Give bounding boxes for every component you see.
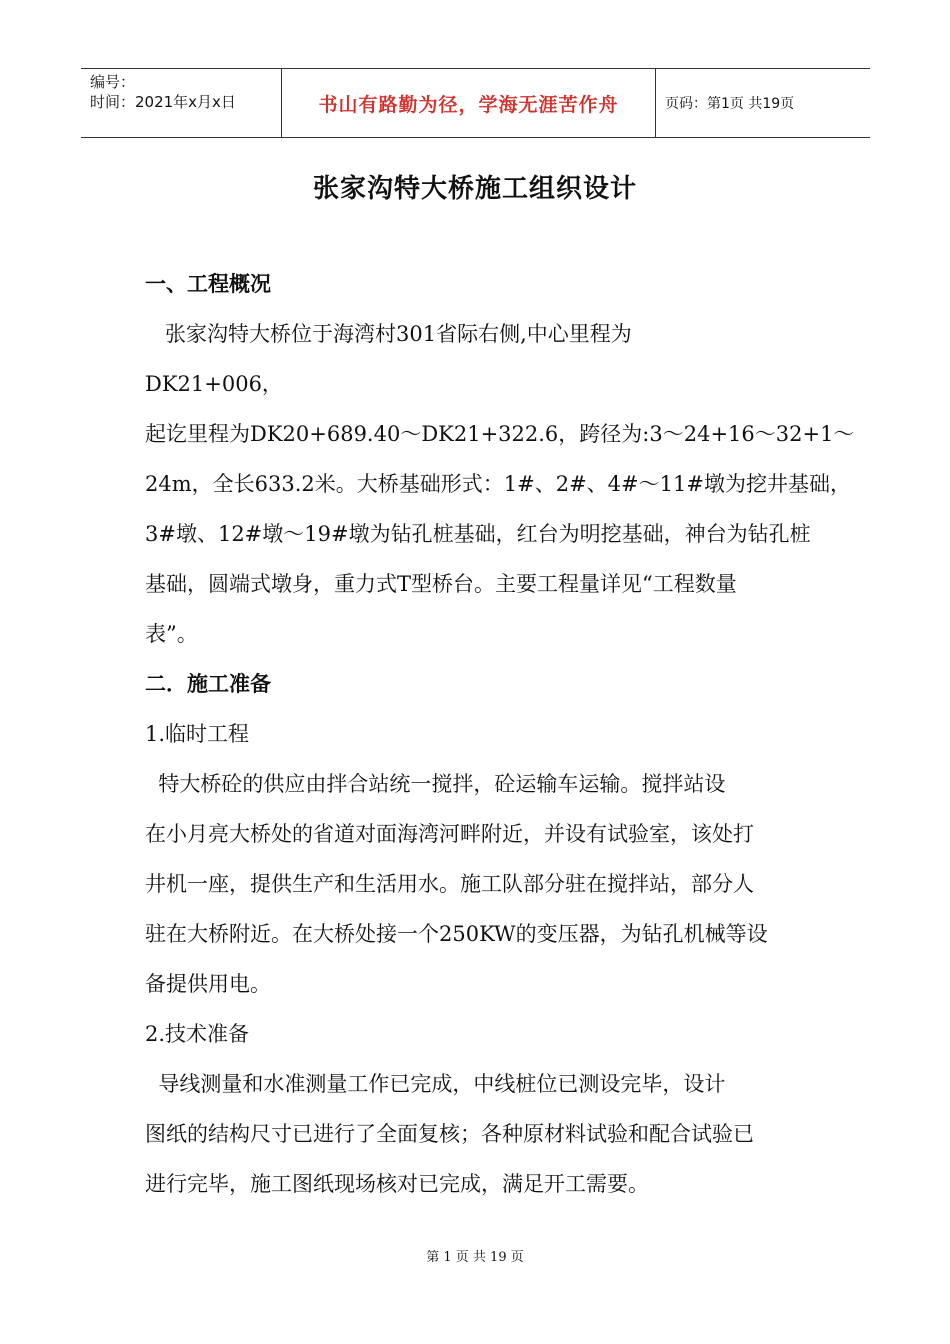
paragraph-line: 表”。 xyxy=(145,622,198,646)
paragraph-line: 起讫里程为DK20+689.40～DK21+322.6，跨径为:3～24+16～32+1～ xyxy=(145,422,855,446)
subsection-heading: 2.技术准备 xyxy=(145,1022,250,1046)
paragraph-line: 张家沟特大桥位于海湾村301省际右侧,中心里程为 xyxy=(145,322,632,346)
document-header xyxy=(81,68,870,138)
paragraph-line: 进行完毕，施工图纸现场核对已完成，满足开工需要。 xyxy=(145,1172,649,1196)
page-footer: 第 1 页 共 19 页 xyxy=(426,1250,524,1265)
motto-text: 书山有路勤为径，学海无涯苦作舟 xyxy=(318,93,619,116)
section-heading: 一、工程概况 xyxy=(145,272,271,296)
header-motto-cell xyxy=(281,69,656,137)
section-heading: 二．施工准备 xyxy=(145,672,271,696)
paragraph-line: 导线测量和水准测量工作已完成，中线桩位已测设完毕，设计 xyxy=(145,1072,726,1096)
header-meta-cell xyxy=(81,69,281,137)
number-label: 编号： xyxy=(90,73,136,91)
paragraph-line: 备提供用电。 xyxy=(145,972,271,996)
paragraph-line: 特大桥砼的供应由拌合站统一搅拌，砼运输车运输。搅拌站设 xyxy=(145,772,726,796)
paragraph-line: 驻在大桥附近。在大桥处接一个250KW的变压器，为钻孔机械等设 xyxy=(145,922,768,946)
paragraph-line: 井机一座，提供生产和生活用水。施工队部分驻在搅拌站，部分人 xyxy=(145,872,754,896)
paragraph-line: 基础，圆端式墩身，重力式T型桥台。主要工程量详见“工程数量 xyxy=(145,572,737,596)
subsection-heading: 1.临时工程 xyxy=(145,722,250,746)
time-label: 时间：2021年x月x日 xyxy=(90,93,236,111)
paragraph-line: 图纸的结构尺寸已进行了全面复核；各种原材料试验和配合试验已 xyxy=(145,1122,754,1146)
paragraph-line: 24m，全长633.2米。大桥基础形式：1#、2#、4#～11#墩为挖井基础， xyxy=(145,472,851,496)
paragraph-line: DK21+006， xyxy=(145,372,283,396)
header-page-cell xyxy=(655,69,870,137)
document-title: 张家沟特大桥施工组织设计 xyxy=(312,174,637,204)
paragraph-line: 在小月亮大桥处的省道对面海湾河畔附近，并设有试验室，该处打 xyxy=(145,822,754,846)
page-info: 页码：第1页 共19页 xyxy=(665,96,795,112)
paragraph-line: 3#墩、12#墩～19#墩为钻孔桩基础，红台为明挖基础，神台为钻孔桩 xyxy=(145,522,811,546)
